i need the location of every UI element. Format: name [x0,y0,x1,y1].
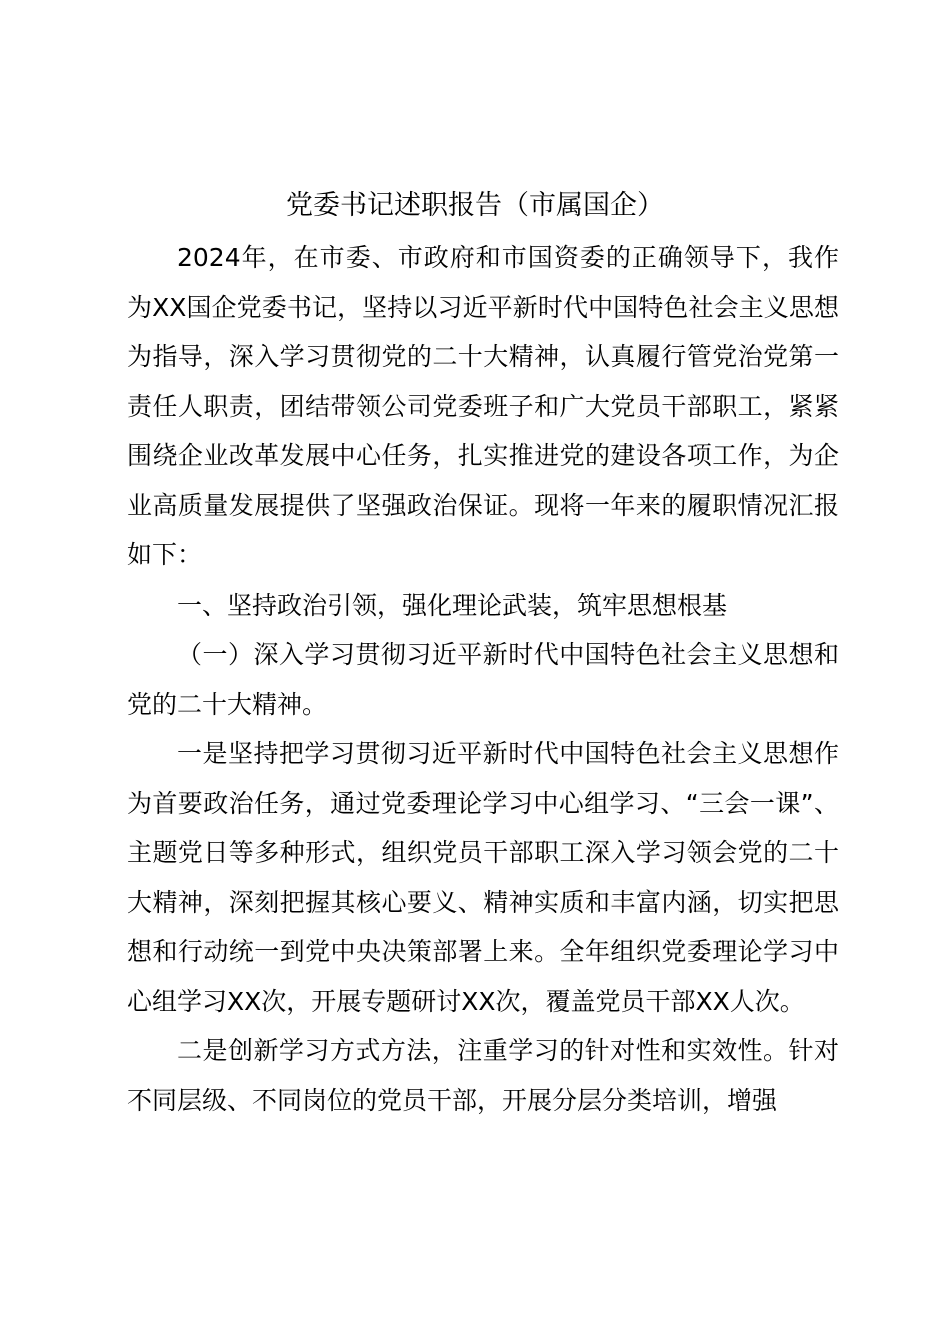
document-body [127,233,839,1125]
paragraph-point-1: 一是坚持把学习贯彻习近平新时代中国特色社会主义思想作为首要政治任务，通过党委理论学习中心组学习、“三会一课”、主题党日等多种形式，组织党员干部职工深入学习领会党的二十大精神，深刻把握其核心要义、精神实质和丰富内涵，切实把思想和行动统一到党中央决策部署上来。全年组织党委理论学习中心组学习XX次，开展专题研讨XX次，覆盖党员干部XX人次。 [127,739,839,1016]
paragraph-intro: 2024年，在市委、市政府和市国资委的正确领导下，我作为XX国企党委书记，坚持以习近平新时代中国特色社会主义思想为指导，深入学习贯彻党的二十大精神，认真履行管党治党第一责任人职责，团结带领公司党委班子和广大党员干部职工，紧紧围绕企业改革发展中心任务，扎实推进党的建设各项工作，为企业高质量发展提供了坚强政治保证。现将一年来的履职情况汇报如下： [127,243,839,569]
document-title: 党委书记述职报告（市属国企） [286,190,664,221]
paragraph-point-2: 二是创新学习方式方法，注重学习的针对性和实效性。针对不同层级、不同岗位的党员干部，开展分层分类培训，增强 [127,1036,839,1115]
section-heading-1: 一、坚持政治引领，强化理论武装，筑牢思想根基 [177,590,728,620]
subsection-heading-1: （一）深入学习贯彻习近平新时代中国特色社会主义思想和党的二十大精神。 [127,640,839,719]
